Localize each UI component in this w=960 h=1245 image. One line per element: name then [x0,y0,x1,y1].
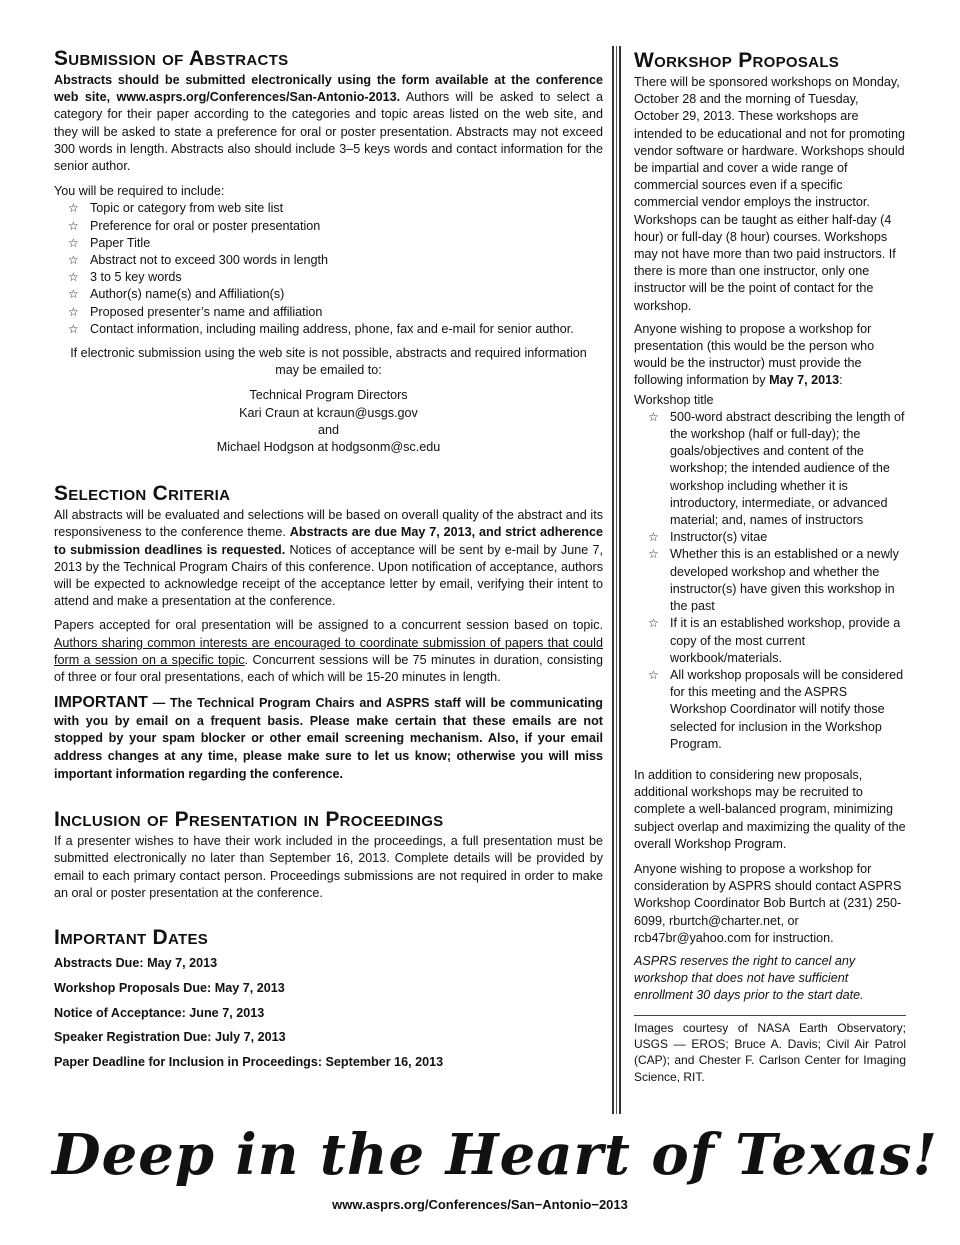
workshop-paragraph-1: There will be sponsored workshops on Monday, October 28 and the morning of Tuesday, October 29, 2013. These workshops are intended to be educational and not for promoting vendor software or hardware. Workshops should be impartial and cover a wide range of commercial sources even if a specific commercial vendor employs the instructor. Workshops can be taught as either half-day (4 hour) or full-day (8 hour) courses. Workshops may not have more than two paid instructors. If there is more than one instructor, only one instructor will be the point of contact for the workshop. [634,75,905,313]
list-item: ☆ All workshop proposals will be considered for this meeting and the ASPRS Workshop Coordinator will notify those selected for inclusion in the Workshop Program. [648,667,904,751]
date-item: Paper Deadline for Inclusion in Proceedings: September 16, 2013 [54,1055,444,1070]
star-icon: ☆ [68,235,79,250]
dates-heading: Important Dates [54,926,209,950]
selection-paragraph-1: All abstracts will be evaluated and selections will be based on overall quality of the abstract and its responsiveness to the conference theme. Abstracts are due May 7, 2013, and strict adherence to submission deadlines is requested. Notices of acceptance will be sent by e-mail by June 7, 2013 by the Technical Program Chairs of this conference. Upon notification of acceptance, authors will be expected to acknowledge receipt of the acceptance letter by email, verifying their intent to attend and make a presentation at the conference. [54,508,603,609]
list-item: ☆ Contact information, including mailing address, phone, fax and e-mail for senior author. [54,321,603,338]
selection-heading: Selection Criteria [54,482,231,506]
list-item: ☆ Topic or category from web site list [54,200,603,217]
date-item: Notice of Acceptance: June 7, 2013 [54,1005,265,1020]
inclusion-section [54,809,603,902]
contact-line: Michael Hodgson at hodgsonm@sc.edu [216,440,441,455]
star-icon: ☆ [68,287,79,302]
list-item: ☆ If it is an established workshop, provide a copy of the most current workbook/materials. [648,616,901,665]
include-list [54,200,603,338]
list-item: ☆ 3 to 5 key words [54,269,603,286]
list-item: ☆ Whether this is an established or a newly developed workshop and whether the instructor(s) have given this workshop in the past [648,547,899,614]
include-intro: You will be required to include: [54,184,225,199]
star-icon: ☆ [648,547,659,562]
workshop-paragraph-2: Anyone wishing to propose a workshop for presentation (this would be the person who would be the instructor) must provide the following information by May 7, 2013: [634,321,875,388]
left-column [54,48,603,1079]
submission-heading: Submission of Abstracts [54,47,289,70]
important-notice: IMPORTANT — The Technical Program Chairs and ASPRS staff will be communicating with you by email on a frequent basis. Please make certain that these emails are not stopped by your spam blocker or other email screening mechanism. Also, if your email address changes at any time, please make sure to let us know; otherwise you will miss important information regarding the conference. [54,694,603,781]
list-item: ☆ Paper Title [54,235,603,252]
workshop-list [634,409,906,753]
list-item: ☆ Preference for oral or poster presentation [54,218,603,235]
right-column [634,50,906,1085]
star-icon: ☆ [648,616,659,631]
banner-title: Deep in the Heart of Texas! [52,1122,938,1188]
submission-paragraph [54,72,603,175]
workshop-paragraph-4: Anyone wishing to propose a workshop for consideration by ASPRS should contact ASPRS Workshop Coordinator Bob Burtch at (231) 250-6099, rburtch@charter.net, or rcb47br@yahoo.com for instruction. [634,861,902,945]
workshop-disclaimer: ASPRS reserves the right to cancel any workshop that does not have sufficient enrollment 30 days prior to the start date. [634,953,864,1003]
inclusion-heading: Inclusion of Presentation in Proceedings [54,808,444,832]
star-icon: ☆ [648,409,659,424]
list-item: ☆ Author(s) name(s) and Affiliation(s) [54,286,603,303]
important-label: IMPORTANT [54,694,148,712]
star-icon: ☆ [68,270,79,285]
star-icon: ☆ [68,201,79,216]
star-icon: ☆ [68,253,79,268]
workshop-list-intro: Workshop title [634,392,714,407]
star-icon: ☆ [68,321,79,336]
list-item: ☆ 500-word abstract describing the length of the workshop (half or full-day); the goals/objectives and content of the workshop; the intended audience of the workshop including whether it is introductory, intermediate, or advanced material; and, names of instructors [648,409,905,528]
star-icon: ☆ [68,218,79,233]
selection-section [54,483,603,783]
date-item: Workshop Proposals Due: May 7, 2013 [54,980,285,995]
contact-line: Technical Program Directors [249,388,408,403]
selection-paragraph-2: Papers accepted for oral presentation will be assigned to a concurrent session based on topic. Authors sharing common interests are encouraged to coordinate submission of papers that could form a session on a specific topic. Concurrent sessions will be 75 minutes in duration, consisting of three or four oral presentations, each of which will be 15-20 minutes in length. [54,618,604,685]
date-item: Speaker Registration Due: July 7, 2013 [54,1030,286,1045]
footer-url: www.asprs.org/Conferences/San−Antonio−2013 [332,1197,628,1212]
contact-line: Kari Craun at kcraun@usgs.gov [239,405,418,420]
inclusion-paragraph: If a presenter wishes to have their work included in the proceedings, a full presentation must be submitted electronically no later than September 16, 2013. Complete details will be provided by email to each primary contact person. Proceedings submissions are not required in order to make an oral or poster presentation at the conference. [54,834,603,900]
column-divider [612,46,622,1114]
list-item: ☆ Proposed presenter’s name and affiliation [54,304,603,321]
list-item: ☆ Instructor(s) vitae [634,529,906,546]
workshop-heading: Workshop Proposals [634,49,840,72]
submission-section [54,48,603,456]
star-icon: ☆ [648,530,659,545]
date-item: Abstracts Due: May 7, 2013 [54,956,218,971]
list-item: ☆ Abstract not to exceed 300 words in length [54,252,603,269]
image-credits: Images courtesy of NASA Earth Observatory; USGS — EROS; Bruce A. Davis; Civil Air Patrol (CAP); and Chester F. Carlson Center for Imaging Science, RIT. [634,1015,906,1086]
dates-section [54,927,603,1071]
submission-lead: Abstracts should be submitted electronically using the form available at the conference web site, www.asprs.org/Conferences/San-Antonio-2013. [54,73,603,105]
contact-line: and [317,422,339,437]
contact-block [54,387,603,456]
workshop-paragraph-3: In addition to considering new proposals, additional workshops may be recruited to complete a well-balanced program, minimizing subject overlap and maximizing the quality of the overall Workshop Program. [634,767,906,851]
submission-body: Authors will be asked to select a category for their paper according to the categories and topic areas listed on the web site, and they will be asked to state a preference for oral or poster presentation. Abstracts may not exceed 300 words in length. Abstracts also should include 3–5 keys words and contact information for the senior author. [54,90,603,174]
email-note: If electronic submission using the web site is not possible, abstracts and required information may be emailed to: [70,346,587,378]
star-icon: ☆ [68,304,79,319]
star-icon: ☆ [648,667,659,682]
